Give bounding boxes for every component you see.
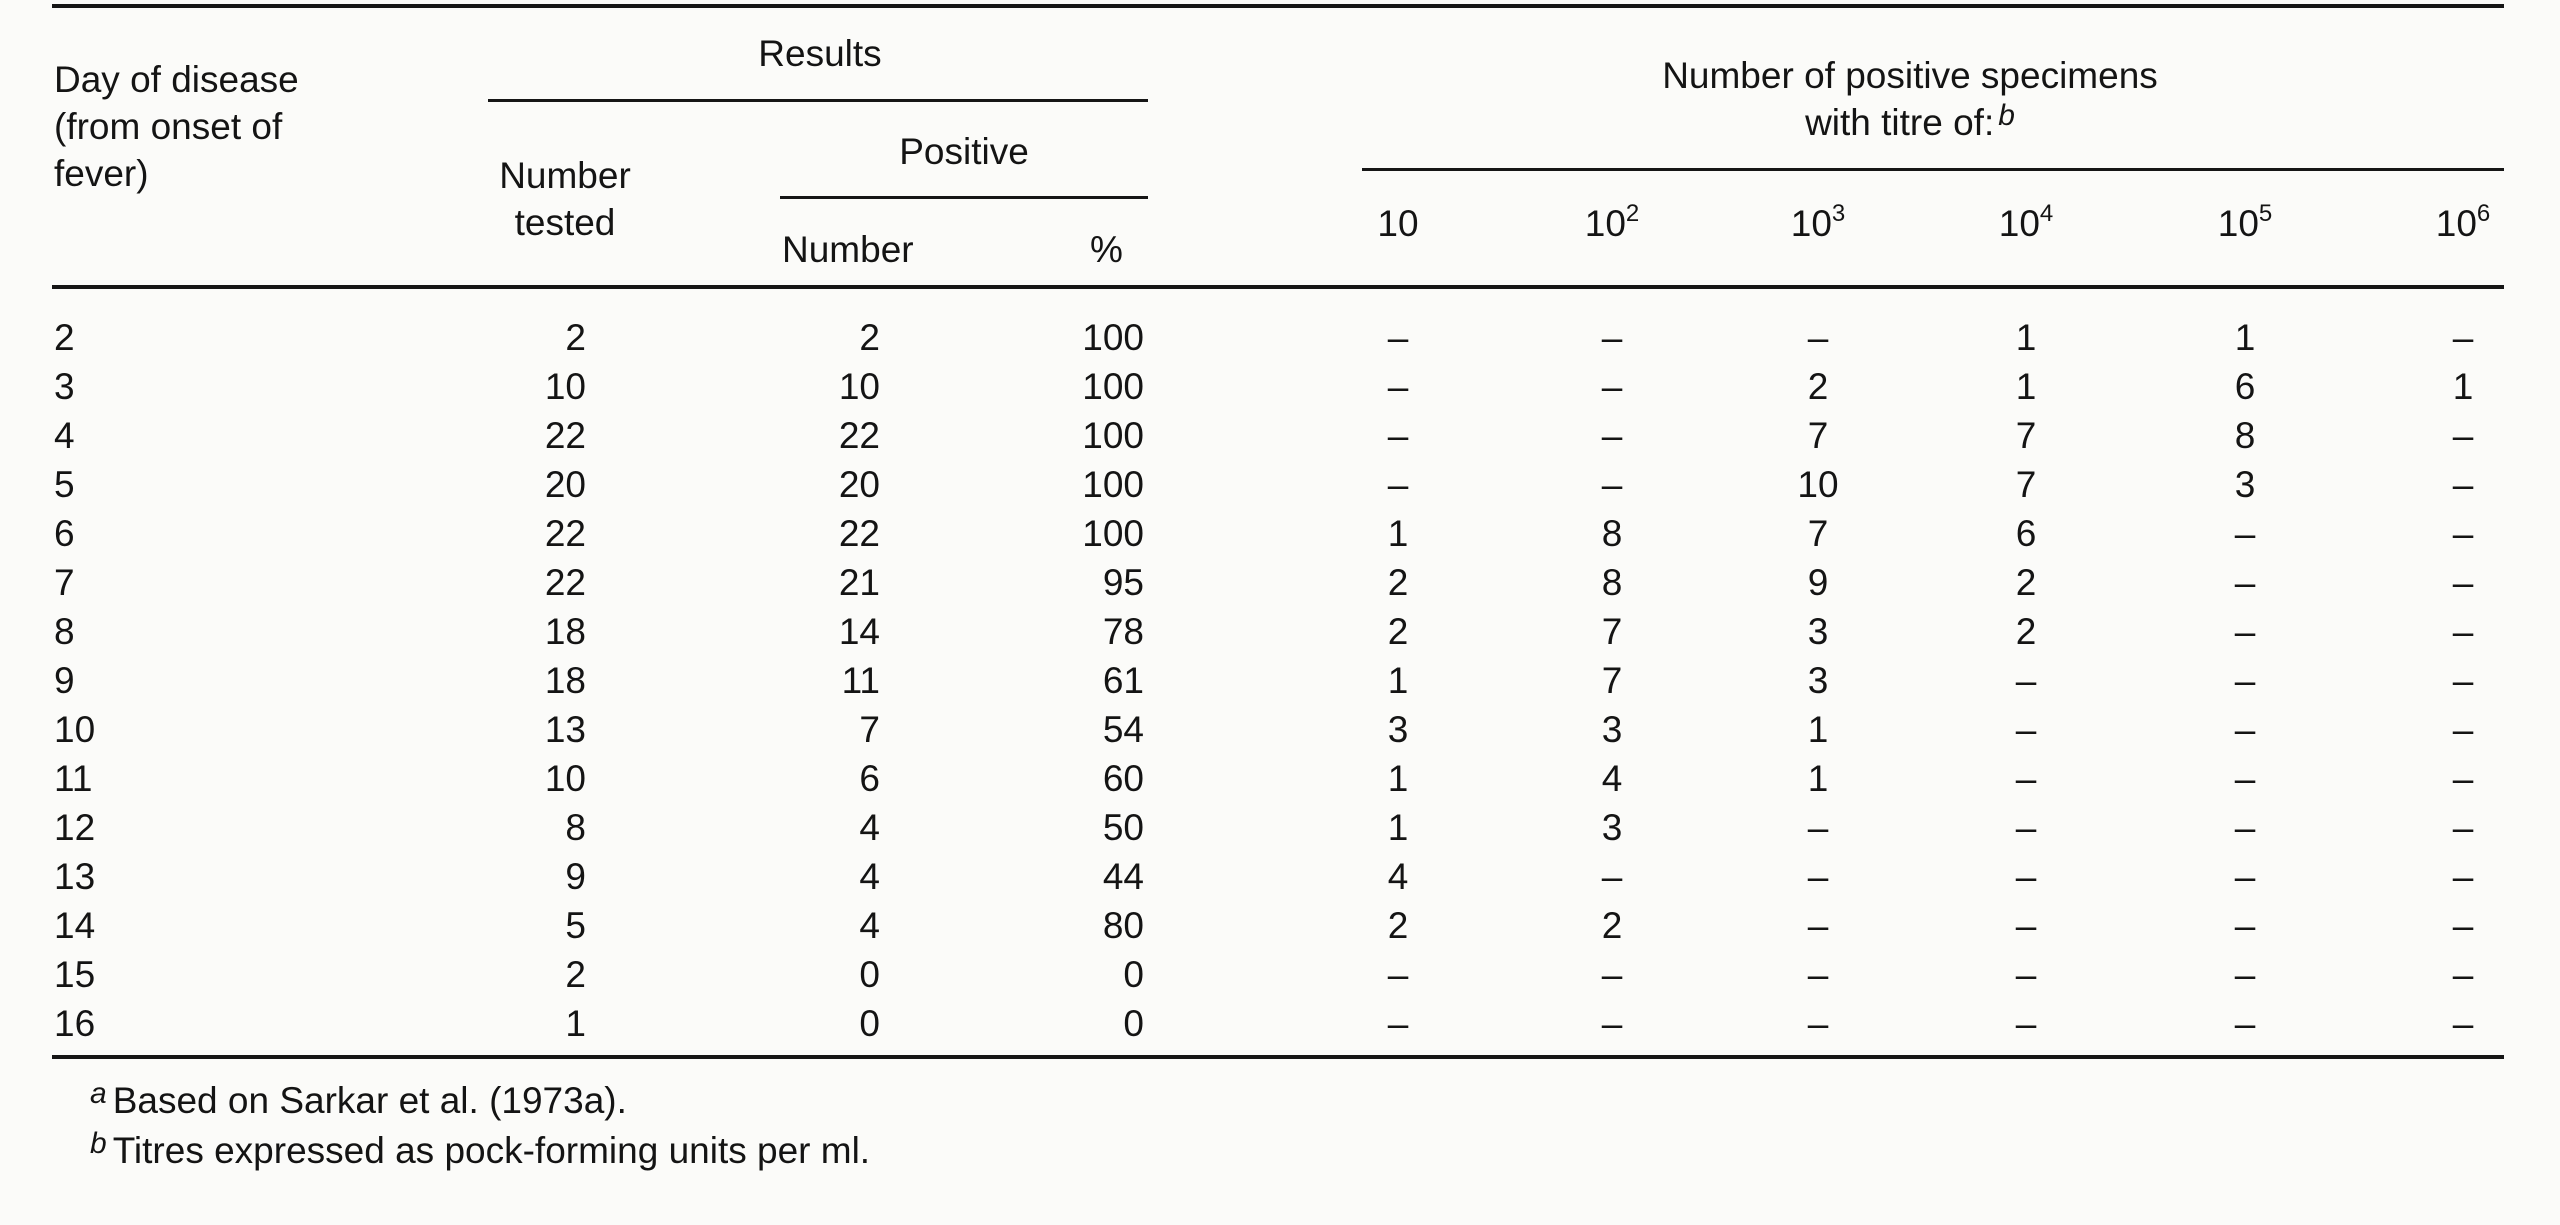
cell-titre-6: – [2452, 709, 2474, 750]
cell-titre-5: – [2234, 513, 2256, 554]
cell-titre-5: 3 [2234, 464, 2256, 505]
cell-number-tested: 22 [544, 415, 586, 456]
cell-positive-percent: 0 [1123, 954, 1144, 995]
cell-titre-5: – [2234, 611, 2256, 652]
cell-titre-2: 3 [1601, 807, 1623, 848]
cell-positive-number: 0 [859, 954, 880, 995]
titre-base: 10 [1998, 203, 2040, 244]
cell-titre-4: 7 [2015, 464, 2037, 505]
positive-percent-header: % [1090, 229, 1123, 270]
cell-titre-2: 8 [1601, 513, 1623, 554]
titre-base: 10 [1377, 203, 1419, 244]
cell-day: 8 [54, 611, 75, 652]
cell-titre-1: 2 [1387, 562, 1409, 603]
cell-titre-5: 8 [2234, 415, 2256, 456]
cell-day: 12 [54, 807, 96, 848]
titre-exponent: 4 [2039, 200, 2054, 227]
titre-base: 10 [1584, 203, 1626, 244]
cell-titre-2: – [1601, 415, 1623, 456]
cell-titre-2: – [1601, 317, 1623, 358]
titre-group-text: Number of positive specimens with titre of: [1662, 55, 2158, 143]
cell-number-tested: 8 [565, 807, 586, 848]
titre-header-2 [1585, 200, 1640, 248]
cell-day: 15 [54, 954, 96, 995]
cell-positive-percent: 100 [1082, 366, 1144, 407]
cell-titre-2: – [1601, 1003, 1623, 1044]
cell-titre-1: – [1387, 317, 1409, 358]
cell-titre-1: – [1387, 366, 1409, 407]
cell-positive-percent: 100 [1082, 513, 1144, 554]
cell-titre-6: – [2452, 415, 2474, 456]
top-rule [52, 4, 2504, 8]
cell-positive-number: 4 [859, 807, 880, 848]
cell-titre-6: – [2452, 758, 2474, 799]
cell-day: 10 [54, 709, 96, 750]
cell-positive-percent: 0 [1123, 1003, 1144, 1044]
footnote-b [90, 1127, 871, 1171]
cell-positive-percent: 80 [1102, 905, 1144, 946]
cell-number-tested: 5 [565, 905, 586, 946]
cell-number-tested: 18 [544, 660, 586, 701]
cell-positive-percent: 54 [1102, 709, 1144, 750]
cell-day: 13 [54, 856, 96, 897]
cell-titre-4: – [2015, 660, 2037, 701]
cell-titre-3: 7 [1807, 513, 1829, 554]
cell-titre-1: 4 [1387, 856, 1409, 897]
cell-day: 2 [54, 317, 75, 358]
titre-header-5 [2218, 200, 2273, 248]
cell-titre-5: – [2234, 758, 2256, 799]
cell-positive-percent: 95 [1102, 562, 1144, 603]
cell-day: 11 [54, 758, 93, 799]
footnote-a-mark: a [90, 1077, 107, 1110]
titre-base: 10 [2435, 203, 2477, 244]
cell-titre-3: – [1807, 317, 1829, 358]
cell-positive-percent: 61 [1102, 660, 1144, 701]
cell-titre-2: 3 [1601, 709, 1623, 750]
cell-number-tested: 22 [544, 562, 586, 603]
positive-rule [780, 196, 1148, 199]
positive-header: Positive [899, 131, 1029, 172]
cell-number-tested: 10 [544, 366, 586, 407]
footnote-b-marker: b [1998, 99, 2015, 132]
cell-positive-number: 7 [859, 709, 880, 750]
titre-base: 10 [1790, 203, 1832, 244]
cell-titre-6: – [2452, 513, 2474, 554]
cell-positive-number: 22 [838, 415, 880, 456]
cell-positive-percent: 50 [1102, 807, 1144, 848]
titre-exponent: 2 [1625, 200, 1640, 227]
results-header: Results [758, 33, 882, 74]
cell-titre-4: – [2015, 905, 2037, 946]
cell-positive-number: 21 [838, 562, 880, 603]
footnote-a [90, 1077, 627, 1121]
cell-number-tested: 22 [544, 513, 586, 554]
cell-titre-4: 2 [2015, 562, 2037, 603]
cell-titre-4: – [2015, 1003, 2037, 1044]
cell-titre-3: 3 [1807, 611, 1829, 652]
cell-positive-percent: 100 [1082, 317, 1144, 358]
cell-titre-2: 8 [1601, 562, 1623, 603]
table-bottom-rule [52, 1055, 2504, 1059]
cell-titre-5: 1 [2234, 317, 2256, 358]
cell-titre-4: 7 [2015, 415, 2037, 456]
cell-titre-1: 2 [1387, 611, 1409, 652]
footnote-b-text: Titres expressed as pock-forming units per ml. [112, 1130, 871, 1171]
cell-titre-4: 1 [2015, 366, 2037, 407]
cell-titre-6: – [2452, 1003, 2474, 1044]
cell-titre-5: – [2234, 709, 2256, 750]
cell-titre-3: – [1807, 856, 1829, 897]
titre-group-header [1650, 52, 2170, 149]
cell-titre-6: – [2452, 905, 2474, 946]
cell-positive-number: 11 [841, 660, 880, 701]
cell-titre-3: 1 [1807, 709, 1829, 750]
cell-titre-4: – [2015, 954, 2037, 995]
cell-day: 3 [54, 366, 75, 407]
cell-number-tested: 18 [544, 611, 586, 652]
cell-titre-5: – [2234, 1003, 2256, 1044]
cell-titre-2: 2 [1601, 905, 1623, 946]
titre-exponent: 3 [1831, 200, 1846, 227]
titre-base: 10 [2217, 203, 2259, 244]
cell-titre-6: – [2452, 660, 2474, 701]
cell-titre-1: – [1387, 415, 1409, 456]
cell-titre-2: – [1601, 856, 1623, 897]
cell-titre-6: – [2452, 611, 2474, 652]
cell-positive-percent: 44 [1102, 856, 1144, 897]
cell-titre-3: 2 [1807, 366, 1829, 407]
cell-titre-3: – [1807, 954, 1829, 995]
cell-titre-4: 6 [2015, 513, 2037, 554]
titre-header-3 [1791, 200, 1846, 248]
cell-titre-5: – [2234, 905, 2256, 946]
cell-titre-5: – [2234, 856, 2256, 897]
cell-titre-6: – [2452, 464, 2474, 505]
cell-titre-2: 4 [1601, 758, 1623, 799]
cell-titre-5: – [2234, 562, 2256, 603]
cell-number-tested: 1 [565, 1003, 586, 1044]
cell-titre-5: – [2234, 954, 2256, 995]
cell-number-tested: 2 [565, 954, 586, 995]
cell-titre-4: – [2015, 856, 2037, 897]
cell-titre-1: – [1387, 1003, 1409, 1044]
cell-titre-1: 1 [1387, 758, 1409, 799]
cell-positive-number: 4 [859, 905, 880, 946]
cell-positive-number: 4 [859, 856, 880, 897]
cell-titre-6: – [2452, 562, 2474, 603]
cell-titre-6: 1 [2452, 366, 2474, 407]
cell-titre-5: – [2234, 807, 2256, 848]
titre-rule [1362, 168, 2504, 171]
cell-day: 14 [54, 905, 96, 946]
cell-day: 4 [54, 415, 75, 456]
cell-titre-3: – [1807, 807, 1829, 848]
cell-titre-3: 7 [1807, 415, 1829, 456]
cell-titre-4: 1 [2015, 317, 2037, 358]
cell-number-tested: 10 [544, 758, 586, 799]
cell-day: 9 [54, 660, 75, 701]
cell-positive-percent: 100 [1082, 415, 1144, 456]
titre-exponent: 5 [2258, 200, 2273, 227]
titre-header-1 [1377, 200, 1418, 248]
cell-number-tested: 9 [565, 856, 586, 897]
cell-titre-1: – [1387, 954, 1409, 995]
cell-titre-3: 9 [1807, 562, 1829, 603]
cell-titre-4: – [2015, 709, 2037, 750]
cell-titre-1: 1 [1387, 807, 1409, 848]
cell-titre-3: – [1807, 905, 1829, 946]
cell-day: 7 [54, 562, 75, 603]
cell-titre-2: – [1601, 366, 1623, 407]
cell-positive-number: 20 [838, 464, 880, 505]
cell-titre-3: 3 [1807, 660, 1829, 701]
cell-titre-3: 1 [1807, 758, 1829, 799]
cell-positive-number: 10 [838, 366, 880, 407]
header-bottom-rule [52, 285, 2504, 289]
titre-exponent: 6 [2476, 200, 2491, 227]
cell-positive-number: 22 [838, 513, 880, 554]
cell-titre-1: 3 [1387, 709, 1409, 750]
cell-titre-1: 1 [1387, 660, 1409, 701]
cell-titre-2: – [1601, 464, 1623, 505]
cell-titre-4: – [2015, 758, 2037, 799]
cell-number-tested: 2 [565, 317, 586, 358]
cell-titre-5: 6 [2234, 366, 2256, 407]
cell-positive-percent: 78 [1102, 611, 1144, 652]
cell-day: 6 [54, 513, 75, 554]
cell-positive-percent: 60 [1102, 758, 1144, 799]
cell-titre-2: – [1601, 954, 1623, 995]
positive-number-header: Number [782, 229, 914, 270]
cell-positive-number: 14 [838, 611, 880, 652]
footnote-b-mark: b [90, 1127, 107, 1160]
cell-titre-5: – [2234, 660, 2256, 701]
cell-titre-1: – [1387, 464, 1409, 505]
titre-header-6 [2436, 200, 2491, 248]
cell-number-tested: 20 [544, 464, 586, 505]
cell-titre-4: 2 [2015, 611, 2037, 652]
cell-positive-number: 0 [859, 1003, 880, 1044]
cell-titre-6: – [2452, 856, 2474, 897]
cell-titre-3: 10 [1797, 464, 1839, 505]
cell-titre-6: – [2452, 954, 2474, 995]
day-of-disease-header: Day of disease (from onset of fever) [54, 59, 299, 194]
cell-titre-1: 1 [1387, 513, 1409, 554]
footnote-a-text: Based on Sarkar et al. (1973a). [112, 1080, 627, 1121]
results-rule [488, 99, 1148, 102]
titre-header-4 [1999, 200, 2054, 248]
cell-titre-6: – [2452, 317, 2474, 358]
cell-titre-2: 7 [1601, 611, 1623, 652]
cell-titre-6: – [2452, 807, 2474, 848]
cell-titre-3: – [1807, 1003, 1829, 1044]
cell-number-tested: 13 [544, 709, 586, 750]
cell-positive-number: 2 [859, 317, 880, 358]
cell-positive-number: 6 [859, 758, 880, 799]
cell-titre-1: 2 [1387, 905, 1409, 946]
cell-positive-percent: 100 [1082, 464, 1144, 505]
number-tested-header: Number tested [499, 155, 631, 243]
cell-titre-2: 7 [1601, 660, 1623, 701]
cell-day: 16 [54, 1003, 96, 1044]
cell-day: 5 [54, 464, 75, 505]
cell-titre-4: – [2015, 807, 2037, 848]
